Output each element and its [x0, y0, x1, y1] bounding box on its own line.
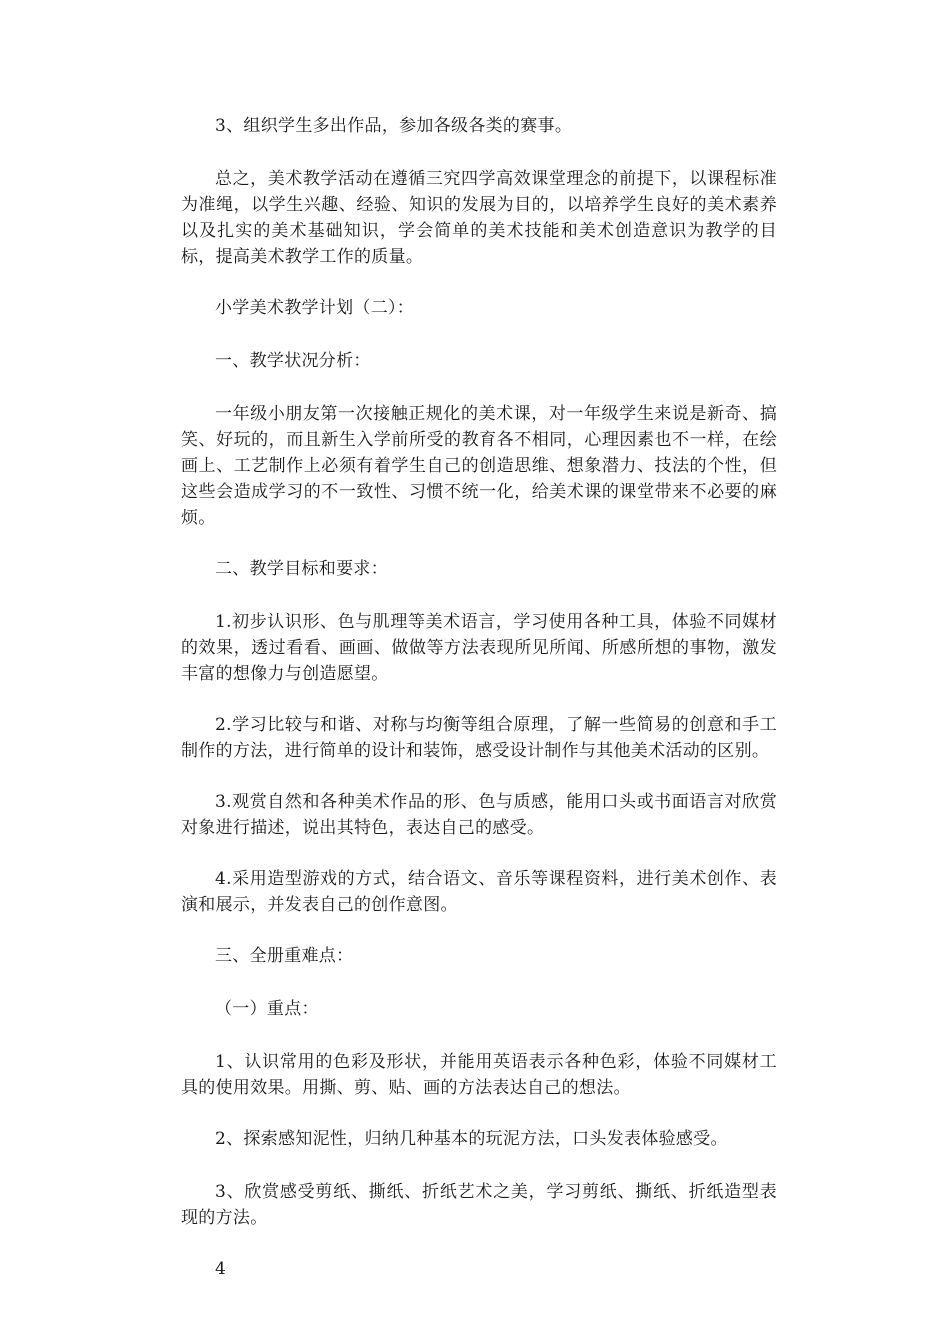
paragraph-goal-1: 1.初步认识形、色与肌理等美术语言，学习使用各种工具，体验不同媒材的效果，透过看看、画画、做做等方法表现所见所闻、所感所想的事物，激发丰富的想像力与创造愿望。: [181, 612, 777, 684]
paragraph-goal-2: 2.学习比较与和谐、对称与均衡等组合原理，了解一些简易的创意和手工制作的方法，进行简单的设计和装饰，感受设计制作与其他美术活动的区别。: [181, 715, 777, 761]
paragraph-goal-4: 4.采用造型游戏的方式，结合语文、音乐等课程资料，进行美术创作、表演和展示，并发表自己的创作意图。: [181, 869, 777, 915]
heading-goals-requirements: 二、教学目标和要求：: [215, 559, 388, 579]
paragraph-item-3: 3、组织学生多出作品，参加各级各类的赛事。: [215, 116, 573, 136]
heading-key-difficult-points: 三、全册重难点：: [215, 946, 354, 966]
paragraph-goal-3: 3.观赏自然和各种美术作品的形、色与质感，能用口头或书面语言对欣赏对象进行描述，说出其特色，表达自己的感受。: [181, 792, 777, 838]
paragraph-key-point-1: 1、认识常用的色彩及形状，并能用英语表示各种色彩，体验不同媒材工具的使用效果。用撕、剪、贴、画的方法表达自己的想法。: [181, 1052, 777, 1098]
paragraph-key-point-4-start: 4: [215, 1259, 227, 1279]
heading-situation-analysis: 一、教学状况分析：: [215, 351, 371, 371]
section-title-plan-2: 小学美术教学计划（二）：: [215, 298, 415, 318]
document-body: [181, 113, 777, 1309]
paragraph-situation-analysis: 一年级小朋友第一次接触正规化的美术课，对一年级学生来说是新奇、搞笑、好玩的，而且新生入学前所受的教育各不相同，心理因素也不一样，在绘画上、工艺制作上必须有着学生自己的创造思维、想象潜力、技法的个性，但这些会造成学习的不一致性、习惯不统一化，给美术课的课堂带来不必要的麻烦。: [181, 404, 777, 528]
paragraph-summary: 总之，美术教学活动在遵循三究四学高效课堂理念的前提下，以课程标准为准绳，以学生兴趣、经验、知识的发展为目的，以培养学生良好的美术素养以及扎实的美术基础知识，学会简单的美术技能和美术创造意识为教学的目标，提高美术教学工作的质量。: [181, 169, 777, 267]
paragraph-key-point-2: 2、探索感知泥性，归纳几种基本的玩泥方法，口头发表体验感受。: [215, 1129, 728, 1149]
subheading-key-points: （一）重点：: [215, 999, 319, 1019]
paragraph-key-point-3: 3、欣赏感受剪纸、撕纸、折纸艺术之美，学习剪纸、撕纸、折纸造型表现的方法。: [181, 1182, 777, 1228]
